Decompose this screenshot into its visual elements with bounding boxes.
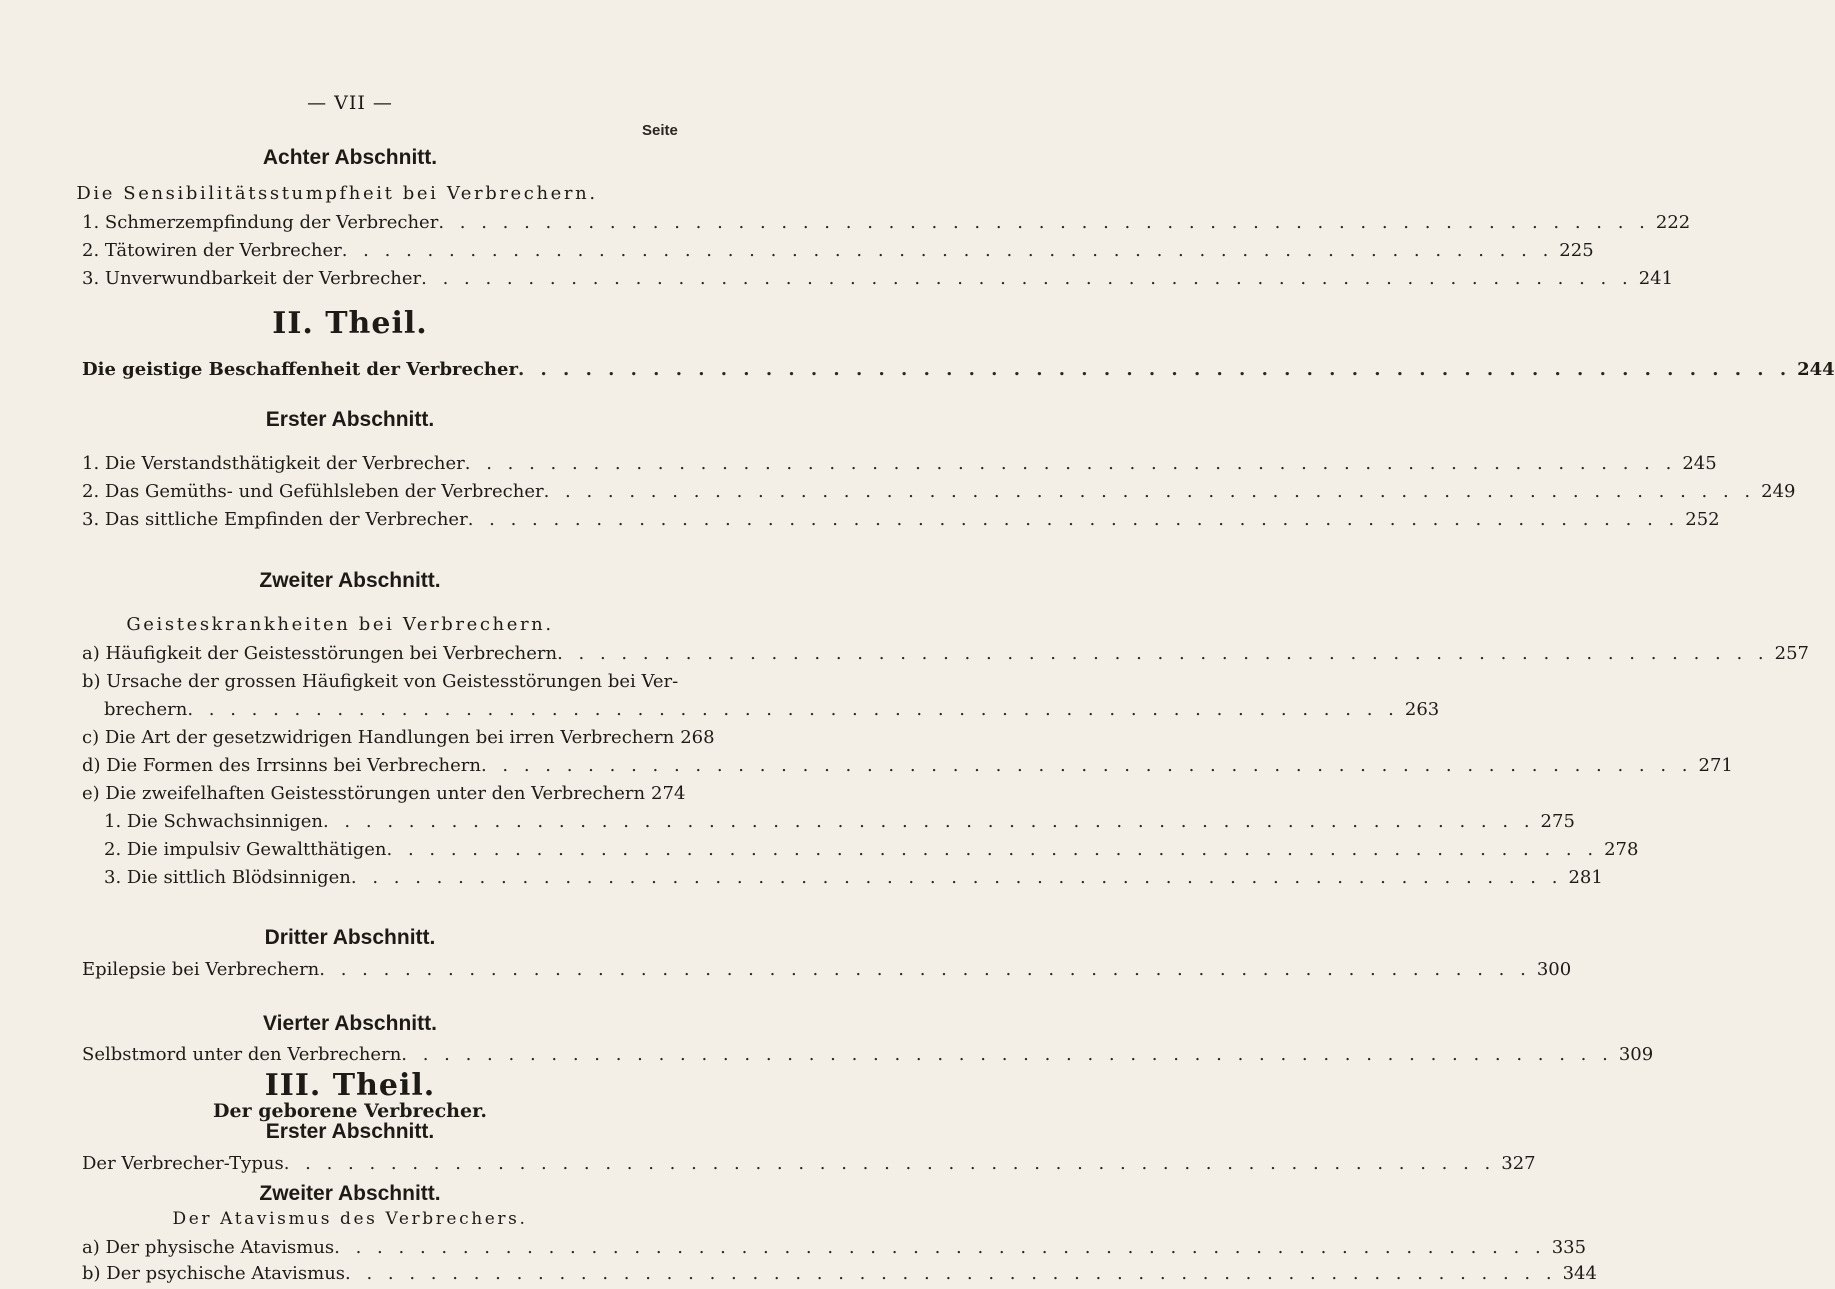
dot-leader: . . . . . . . . . . . . . . . . . . . . . . . . . . . . . . . . . . . . . . . . . . . . . . . . . . . . . . . . .	[283, 1153, 1496, 1174]
entry-page: 271	[1698, 755, 1733, 776]
dot-leader: . . . . . . . . . . . . . . . . . . . . . . . . . . . . . . . . . . . . . . . . . . . . . . . . . . . . . . . . .	[480, 755, 1693, 776]
entry-page: 278	[1604, 839, 1639, 860]
section-subtitle: Der Atavismus des Verbrechers.	[172, 1209, 528, 1229]
entry-title: a) Der physische Atavismus	[82, 1237, 335, 1258]
toc-entry	[82, 726, 715, 750]
dot-leader: . . . . . . . . . . . . . . . . . . . . . . . . . . . . . . . . . . . . . . . . . . . . . . . . . . . . . . . . .	[187, 699, 1399, 720]
dot-leader: . . . . . . . . . . . . . . . . . . . . . . . . . . . . . . . . . . . . . . . . . . . . . . . . . . . . . . . . .	[438, 212, 1650, 233]
toc-entry	[82, 958, 1572, 982]
entry-title: 2. Das Gemüths- und Gefühlsleben der Verbrecher	[82, 481, 544, 502]
entry-title: Selbstmord unter den Verbrechern	[82, 1044, 402, 1065]
entry-page: 274	[651, 783, 686, 804]
page-number: — VII —	[307, 92, 393, 114]
toc-entry	[82, 508, 1720, 532]
entry-title: Epilepsie bei Verbrechern	[82, 959, 320, 980]
entry-page: 249	[1761, 481, 1796, 502]
toc-entry	[104, 698, 1440, 722]
toc-entry	[82, 1236, 1587, 1260]
part-title: II. Theil.	[272, 306, 428, 341]
entry-title: 3. Das sittliche Empfinden der Verbrecher	[82, 509, 468, 530]
dot-leader: . . . . . . . . . . . . . . . . . . . . . . . . . . . . . . . . . . . . . . . . . . . . . . . . . . . . . . . . .	[345, 1263, 1557, 1284]
seite-label: Seite	[642, 122, 678, 139]
entry-title: Der Verbrecher-Typus	[82, 1153, 284, 1174]
toc-entry	[82, 267, 1674, 291]
toc-entry	[82, 452, 1717, 476]
entry-title: 1. Die Verstandsthätigkeit der Verbrecher	[82, 453, 465, 474]
section-subtitle: Geisteskrankheiten bei Verbrechern.	[126, 614, 554, 635]
toc-entry-line: b) Ursache der grossen Häufigkeit von Geistesstörungen bei Ver-	[82, 671, 679, 692]
entry-page: 281	[1568, 867, 1603, 888]
dot-leader: . . . . . . . . . . . . . . . . . . . . . . . . . . . . . . . . . . . . . . . . . . . . . . . . . . . . . . . . .	[341, 240, 1554, 261]
dot-leader: . . . . . . . . . . . . . . . . . . . . . . . . . . . . . . . . . . . . . . . . . . . . . . . . . . . . . . . . .	[421, 268, 1633, 289]
entry-title: 3. Die sittlich Blödsinnigen	[104, 867, 351, 888]
entry-page: 335	[1551, 1237, 1587, 1258]
dot-leader: . . . . . . . . . . . . . . . . . . . . . . . . . . . . . . . . . . . . . . . . . . . . . . . . . . . . . . . . .	[464, 453, 1677, 474]
entry-page: 225	[1559, 240, 1594, 261]
dot-leader: . . . . . . . . . . . . . . . . . . . . . . . . . . . . . . . . . . . . . . . . . . . . . . . . . . . . . . . . .	[350, 867, 1563, 888]
section-heading: Erster Abschnitt.	[265, 408, 435, 431]
entry-title: b) Der psychische Atavismus	[82, 1263, 346, 1284]
toc-entry	[104, 866, 1603, 890]
entry-title: 1. Schmerzempfindung der Verbrecher	[82, 212, 439, 233]
toc-entry	[82, 642, 1810, 666]
section-subtitle: Die Sensibilitätsstumpfheit bei Verbrechern.	[76, 183, 598, 204]
entry-page: 263	[1404, 699, 1440, 720]
entry-page: 222	[1655, 212, 1691, 233]
entry-page: 257	[1774, 643, 1810, 664]
entry-title: 2. Die impulsiv Gewaltthätigen	[104, 839, 387, 860]
entry-title: d) Die Formen des Irrsinns bei Verbrechern	[82, 755, 481, 776]
entry-page: 275	[1540, 811, 1575, 832]
entry-page: 344	[1562, 1263, 1597, 1284]
section-heading: Dritter Abschnitt.	[264, 926, 436, 949]
entry-page: 245	[1682, 453, 1717, 474]
entry-title: 1. Die Schwachsinnigen	[104, 811, 323, 832]
entry-page: 268	[680, 727, 715, 748]
entry-page: 241	[1638, 268, 1674, 289]
entry-page: 244	[1797, 359, 1835, 380]
dot-leader: . . . . . . . . . . . . . . . . . . . . . . . . . . . . . . . . . . . . . . . . . . . . . . . . . . . . . . . . .	[319, 959, 1531, 980]
part-subtitle: Der geborene Verbrecher.	[213, 1100, 487, 1122]
entry-title: 2. Tätowiren der Verbrecher	[82, 240, 342, 261]
toc-entry	[82, 782, 686, 806]
dot-leader: . . . . . . . . . . . . . . . . . . . . . . . . . . . . . . . . . . . . . . . . . . . . . . . . . . . . . . . . .	[517, 359, 1792, 380]
entry-title: brechern	[104, 699, 188, 720]
toc-entry	[82, 480, 1796, 504]
toc-entry	[82, 1262, 1597, 1286]
dot-leader: . . . . . . . . . . . . . . . . . . . . . . . . . . . . . . . . . . . . . . . . . . . . . . . . . . . . . . . . .	[334, 1237, 1546, 1258]
dot-leader: . . . . . . . . . . . . . . . . . . . . . . . . . . . . . . . . . . . . . . . . . . . . . . . . . . . . . . . . .	[467, 509, 1680, 530]
toc-entry	[104, 810, 1575, 834]
section-heading: Zweiter Abschnitt.	[259, 1182, 441, 1205]
entry-title: e) Die zweifelhaften Geistesstörungen unter den Verbrechern	[82, 783, 646, 804]
toc-entry	[82, 1043, 1654, 1067]
entry-page: 309	[1618, 1044, 1654, 1065]
dot-leader: . . . . . . . . . . . . . . . . . . . . . . . . . . . . . . . . . . . . . . . . . . . . . . . . . . . . . . . . .	[386, 839, 1599, 860]
section-heading: Erster Abschnitt.	[265, 1120, 435, 1143]
toc-entry	[82, 239, 1594, 263]
entry-title: a) Häufigkeit der Geistesstörungen bei Verbrechern	[82, 643, 558, 664]
section-heading: Vierter Abschnitt.	[263, 1012, 437, 1035]
section-heading: Achter Abschnitt.	[262, 146, 438, 169]
section-heading: Zweiter Abschnitt.	[259, 569, 441, 592]
dot-leader: . . . . . . . . . . . . . . . . . . . . . . . . . . . . . . . . . . . . . . . . . . . . . . . . . . . . . . . . .	[543, 481, 1756, 502]
entry-title: 3. Unverwundbarkeit der Verbrecher	[82, 268, 422, 289]
toc-entry	[82, 358, 1835, 382]
part-title: III. Theil.	[264, 1068, 436, 1103]
entry-page: 327	[1501, 1153, 1536, 1174]
dot-leader: . . . . . . . . . . . . . . . . . . . . . . . . . . . . . . . . . . . . . . . . . . . . . . . . . . . . . . . . .	[557, 643, 1769, 664]
entry-title: Die geistige Beschaffenheit der Verbrecher	[82, 359, 518, 380]
entry-page: 252	[1685, 509, 1720, 530]
entry-title: c) Die Art der gesetzwidrigen Handlungen bei irren Verbrechern	[82, 727, 675, 748]
dot-leader: . . . . . . . . . . . . . . . . . . . . . . . . . . . . . . . . . . . . . . . . . . . . . . . . . . . . . . . . .	[401, 1044, 1613, 1065]
toc-entry	[82, 1152, 1536, 1176]
toc-entry	[82, 754, 1733, 778]
toc-entry	[104, 838, 1639, 862]
entry-page: 300	[1536, 959, 1572, 980]
toc-entry	[82, 211, 1691, 235]
dot-leader: . . . . . . . . . . . . . . . . . . . . . . . . . . . . . . . . . . . . . . . . . . . . . . . . . . . . . . . . .	[322, 811, 1535, 832]
